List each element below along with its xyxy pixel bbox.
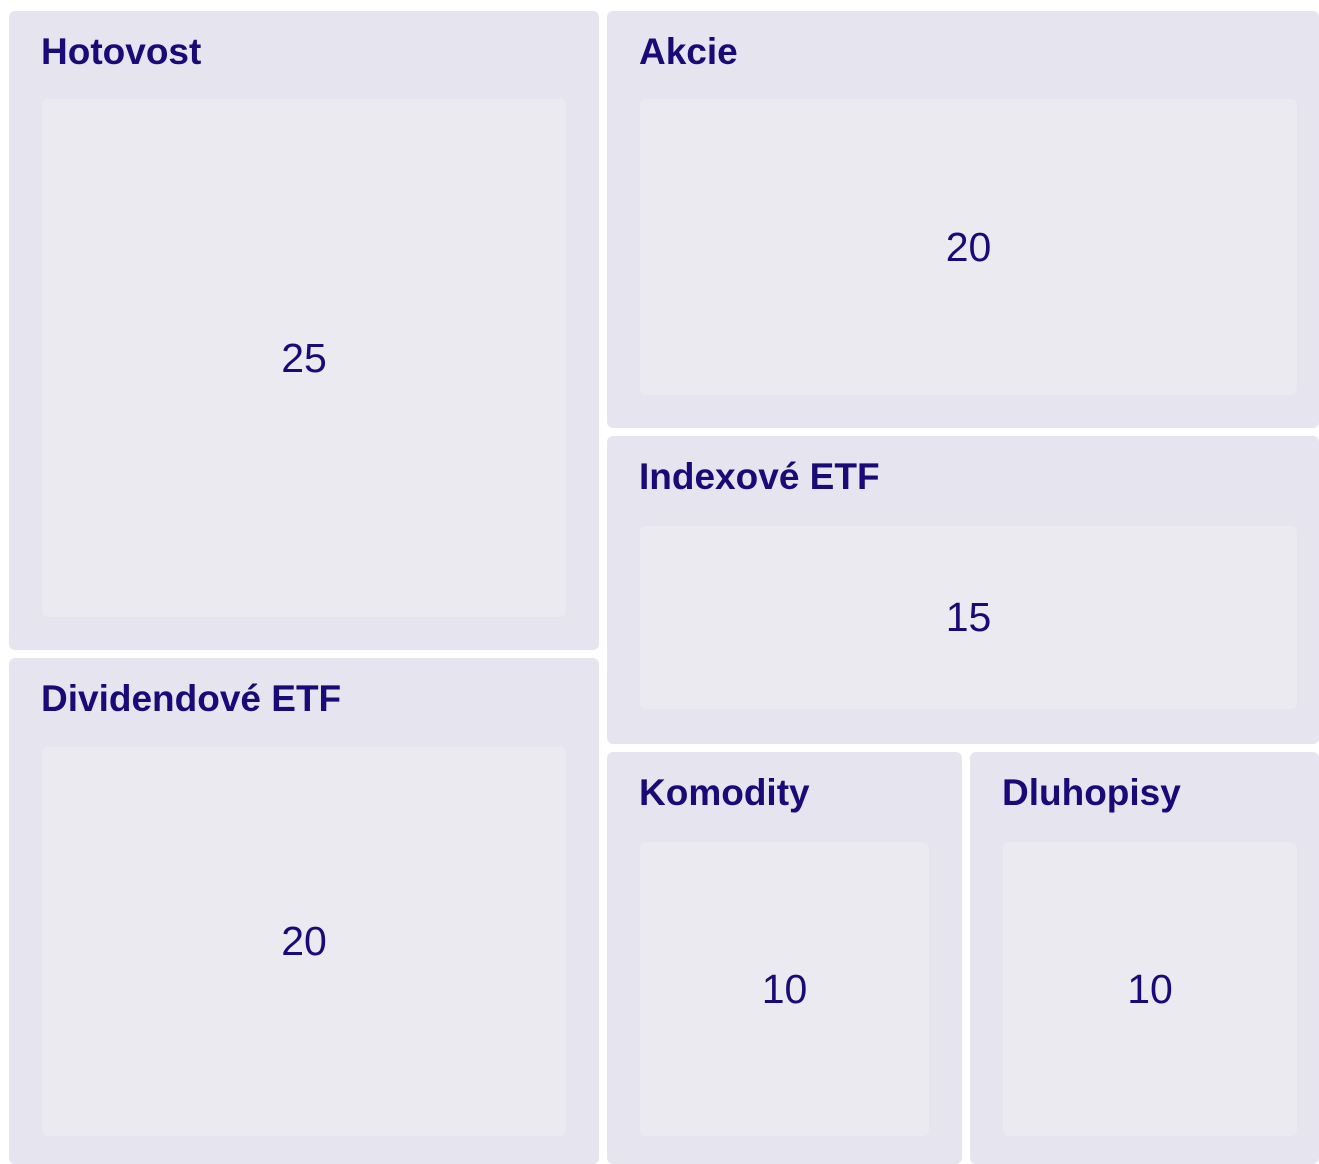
tile-label: Dividendové ETF (41, 678, 342, 719)
tile-indexove-etf (607, 436, 1319, 744)
tile-dividendove-etf (9, 658, 599, 1164)
tile-value-box (640, 99, 1297, 395)
tile-value-box (640, 842, 929, 1136)
tile-dluhopisy (970, 752, 1319, 1164)
tile-value-box (1003, 842, 1297, 1136)
tile-value-box (42, 99, 566, 617)
tile-komodity (607, 752, 962, 1164)
tile-akcie (607, 11, 1319, 428)
tile-value: 20 (945, 223, 992, 270)
tile-value: 10 (1127, 965, 1173, 1012)
tile-value-box (42, 747, 566, 1136)
tile-value: 10 (761, 965, 808, 1012)
tile-value: 25 (281, 334, 327, 381)
tile-label: Dluhopisy (1002, 772, 1181, 813)
tile-value: 15 (945, 594, 992, 640)
tile-value-box (640, 526, 1297, 709)
tile-hotovost (9, 11, 599, 650)
tile-label: Komodity (639, 772, 810, 813)
tile-label: Akcie (639, 31, 738, 72)
tile-value: 20 (281, 918, 327, 964)
tile-label: Hotovost (41, 31, 202, 72)
tile-label: Indexové ETF (639, 456, 880, 497)
